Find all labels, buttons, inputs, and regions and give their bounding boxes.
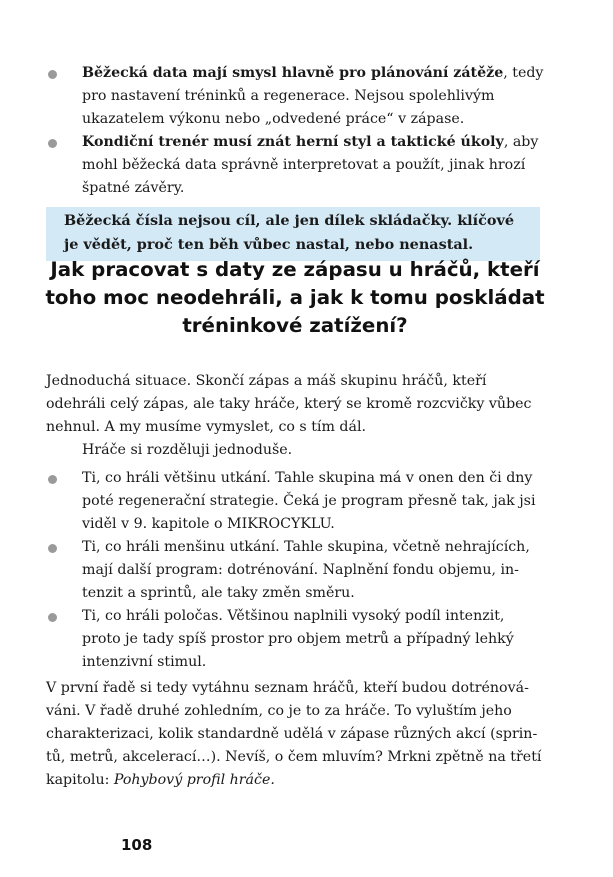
player-group-item	[46, 467, 546, 536]
bullet-text: , aby mohl běžecká data správně interpretovat a použít, jinak hrozí špatné závěry.	[82, 134, 539, 196]
player-group-list	[46, 467, 546, 674]
chapter-reference: Pohybový profil hráče.	[113, 772, 275, 788]
intro-text: Jednoduchá situace. Skončí zápas a máš skupinu hráčů, kteří odehráli celý zápas, ale taky hráče, který se kromě rozcvičky vůbec nehnul. A my musíme vymyslet, co s tím dál.	[46, 373, 532, 435]
intro-paragraph	[46, 370, 546, 462]
summary-bullet-list	[46, 62, 546, 200]
player-group-item	[46, 605, 546, 674]
bullet-icon	[48, 475, 57, 484]
player-group-item	[46, 536, 546, 605]
bullet-bold: Kondiční trenér musí znát herní styl a taktické úkoly	[82, 134, 504, 150]
bullet-icon	[48, 139, 57, 148]
summary-bullet	[46, 62, 546, 131]
summary-bullet	[46, 131, 546, 200]
bullet-bold: Běžecká data mají smysl hlavně pro plánování zátěže	[82, 65, 504, 81]
bullet-icon	[48, 613, 57, 622]
bullet-icon	[48, 544, 57, 553]
bullet-text: Ti, co hráli většinu utkání. Tahle skupina má v onen den či dny poté regenerační strategie. Čeká je program přesně tak, jak jsi viděl v 9. kapitole o MIKROCYKLU.	[82, 470, 536, 532]
bullet-text: , tedy pro nastavení tréninků a regenerace. Nejsou spolehlivým ukazatelem výkonu nebo „odvedené práce“ v zápase.	[82, 65, 544, 127]
closing-text: V první řadě si tedy vytáhnu seznam hráčů, kteří budou dotrénováváni. V řadě druhé zohledním, co je to za hráče. To vyluštím jeho charakterizaci, kolik standardně udělá v zápase různých akcí (sprintů, metrů, akcelerací…). Nevíš, o čem mluvím? Mrkni zpětně na třetí kapitolu:	[46, 680, 542, 788]
page-number: 108	[121, 836, 153, 854]
closing-paragraph	[46, 677, 546, 792]
bullet-text: Ti, co hráli poločas. Většinou naplnili vysoký podíl intenzit, proto je tady spíš prostor pro objem metrů a případný lehký intenzivní stimul.	[82, 608, 514, 670]
intro-indent-text: Hráče si rozděluji jednoduše.	[82, 442, 293, 458]
callout-box: Běžecká čísla nejsou cíl, ale jen dílek skládačky. klíčové je vědět, proč ten běh vůbec nastal, nebo nenastal.	[46, 207, 540, 261]
bullet-text: Ti, co hráli menšinu utkání. Tahle skupina, včetně nehrajících, mají další program: dotrénování. Naplnění fondu objemu, intenzit a sprintů, ale taky změn směru.	[82, 539, 530, 601]
section-heading: Jak pracovat s daty ze zápasu u hráčů, kteří toho moc neodehráli, a jak k tomu poskládat tréninkové zatížení?	[45, 258, 545, 337]
bullet-icon	[48, 70, 57, 79]
